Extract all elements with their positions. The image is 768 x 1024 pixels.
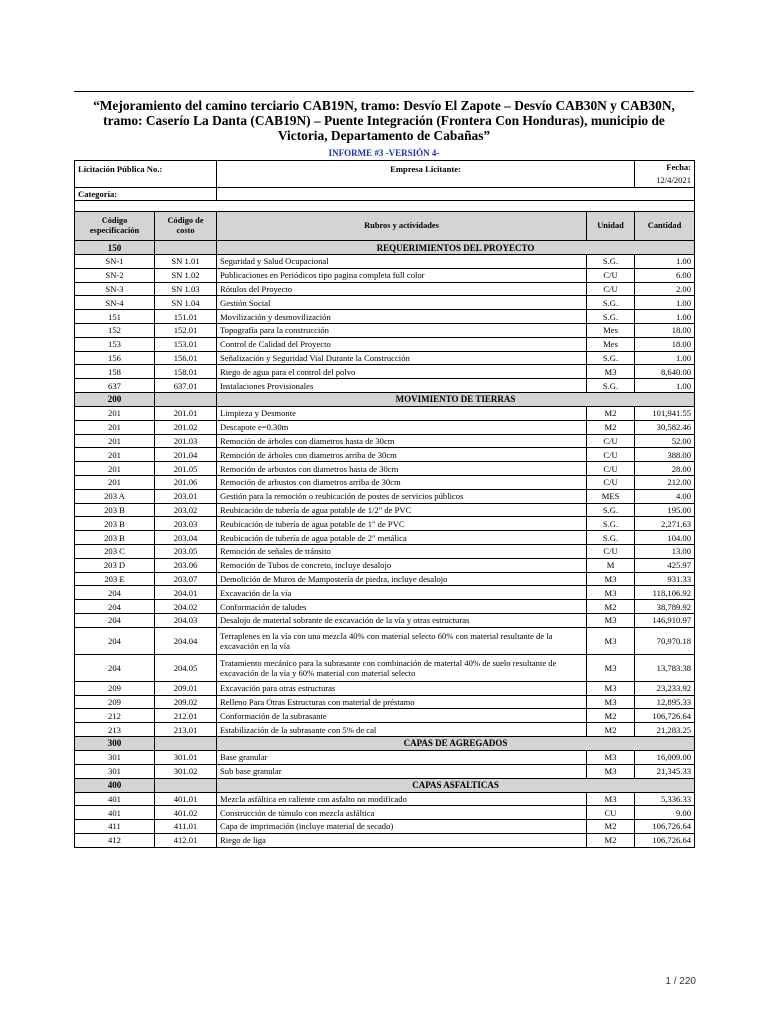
cost-code-cell: 301.02 (155, 764, 217, 778)
table-row (75, 531, 695, 545)
table-row (75, 709, 695, 723)
unit-cell: S.G. (587, 310, 635, 324)
table-row (75, 462, 695, 476)
cost-code-cell: 637.01 (155, 379, 217, 393)
unit-cell: M3 (587, 695, 635, 709)
description-cell: Excavación de la vía (217, 586, 587, 600)
table-row (75, 296, 695, 310)
page-indicator: 1 / 220 (665, 976, 696, 987)
quantity-cell: 1.00 (635, 379, 695, 393)
table-row (75, 379, 695, 393)
unit-cell: M2 (587, 833, 635, 847)
unit-cell: M2 (587, 406, 635, 420)
spec-code-cell: 203 C (75, 544, 155, 558)
empresa-label: Empresa Licitante: (217, 161, 635, 188)
quantity-cell: 2.00 (635, 282, 695, 296)
description-cell: Rótulos del Proyecto (217, 282, 587, 296)
quantity-cell: 13.00 (635, 544, 695, 558)
section-header (75, 736, 695, 750)
table-row (75, 820, 695, 834)
spec-code-cell: 212 (75, 709, 155, 723)
categoria-label: Categoría: (75, 188, 217, 201)
spec-code-cell: 411 (75, 820, 155, 834)
spec-code-cell: 203 B (75, 531, 155, 545)
quantity-cell: 931.33 (635, 572, 695, 586)
quantity-cell: 388.00 (635, 448, 695, 462)
spec-code-cell: 209 (75, 695, 155, 709)
table-row (75, 365, 695, 379)
col-header-unidad: Unidad (587, 212, 635, 241)
quantity-cell: 146,910.97 (635, 613, 695, 627)
unit-cell: C/U (587, 475, 635, 489)
unit-cell: S.G. (587, 517, 635, 531)
description-cell: Gestión Social (217, 296, 587, 310)
cost-code-cell: 201.05 (155, 462, 217, 476)
spec-code-cell: 301 (75, 750, 155, 764)
cost-code-cell: 204.03 (155, 613, 217, 627)
quantity-cell: 425.97 (635, 558, 695, 572)
spec-code-cell: 201 (75, 448, 155, 462)
quantity-cell: 18.00 (635, 337, 695, 351)
table-row (75, 558, 695, 572)
quantity-cell: 18.00 (635, 323, 695, 337)
spec-code-cell: SN-3 (75, 282, 155, 296)
cost-code-cell: 204.05 (155, 654, 217, 681)
unit-cell: M2 (587, 420, 635, 434)
description-cell: Movilización y desmovilización (217, 310, 587, 324)
section-spacer (155, 241, 217, 255)
spec-code-cell: 203 A (75, 489, 155, 503)
quantity-cell: 1.00 (635, 310, 695, 324)
description-cell: Riego de liga (217, 833, 587, 847)
unit-cell: C/U (587, 434, 635, 448)
quantity-cell: 104.00 (635, 531, 695, 545)
cost-code-cell: 203.03 (155, 517, 217, 531)
table-row (75, 282, 695, 296)
cost-code-cell: 401.02 (155, 806, 217, 820)
description-cell: Reubicación de tubería de agua potable de 1/2" de PVC (217, 503, 587, 517)
table-row (75, 351, 695, 365)
spec-code-cell: 201 (75, 462, 155, 476)
quantity-cell: 38,789.92 (635, 600, 695, 614)
cost-code-cell: 411.01 (155, 820, 217, 834)
quantity-cell: 23,233.92 (635, 681, 695, 695)
spec-code-cell: 158 (75, 365, 155, 379)
description-cell: Reubicación de tubería de agua potable de 2" metálica (217, 531, 587, 545)
spec-code-cell: SN-4 (75, 296, 155, 310)
cost-code-cell: SN 1.01 (155, 255, 217, 269)
section-code: 200 (75, 392, 155, 406)
spec-code-cell: 151 (75, 310, 155, 324)
description-cell: Remoción de arbustos con diametros hasta de 30cm (217, 462, 587, 476)
description-cell: Excavación para otras estructuras (217, 681, 587, 695)
section-name: CAPAS ASFALTICAS (217, 778, 695, 792)
unit-cell: S.G. (587, 531, 635, 545)
description-cell: Relleno Para Otras Estructuras con material de préstamo (217, 695, 587, 709)
cost-code-cell: 412.01 (155, 833, 217, 847)
unit-cell: M3 (587, 627, 635, 654)
quantity-cell: 106,726.64 (635, 820, 695, 834)
spec-code-cell: 203 B (75, 503, 155, 517)
unit-cell: C/U (587, 544, 635, 558)
table-row (75, 544, 695, 558)
section-spacer (155, 778, 217, 792)
unit-cell: M3 (587, 654, 635, 681)
spec-code-cell: 213 (75, 723, 155, 737)
quantity-cell: 106,726.64 (635, 833, 695, 847)
description-cell: Control de Calidad del Proyecto (217, 337, 587, 351)
description-cell: Descapote e=0.30m (217, 420, 587, 434)
spec-code-cell: 201 (75, 420, 155, 434)
cost-code-cell: 301.01 (155, 750, 217, 764)
description-cell: Riego de agua para el control del polvo (217, 365, 587, 379)
cost-code-cell: 401.01 (155, 792, 217, 806)
description-cell: Señalización y Seguridad Vial Durante la Construcción (217, 351, 587, 365)
quantity-cell: 5,336.33 (635, 792, 695, 806)
table-row (75, 723, 695, 737)
unit-cell: C/U (587, 268, 635, 282)
document-page (74, 91, 694, 848)
description-cell: Conformación de la subrasante (217, 709, 587, 723)
section-name: MOVIMIENTO DE TIERRAS (217, 392, 695, 406)
table-row (75, 654, 695, 681)
section-name: CAPAS DE AGREGADOS (217, 736, 695, 750)
spec-code-cell: 401 (75, 792, 155, 806)
unit-cell: M3 (587, 613, 635, 627)
table-row (75, 255, 695, 269)
cost-code-cell: 201.04 (155, 448, 217, 462)
unit-cell: C/U (587, 282, 635, 296)
spec-code-cell: 156 (75, 351, 155, 365)
description-cell: Topografía para la construcción (217, 323, 587, 337)
table-row (75, 613, 695, 627)
table-row (75, 323, 695, 337)
cost-code-cell: 153.01 (155, 337, 217, 351)
cost-code-cell: SN 1.04 (155, 296, 217, 310)
spec-code-cell: 203 B (75, 517, 155, 531)
description-cell: Remoción de señales de tránsito (217, 544, 587, 558)
quantity-cell: 12,895.33 (635, 695, 695, 709)
spec-code-cell: 209 (75, 681, 155, 695)
description-cell: Sub base granular (217, 764, 587, 778)
table-row (75, 627, 695, 654)
licitacion-label: Licitación Pública No.: (75, 161, 217, 188)
quantity-cell: 30,582.46 (635, 420, 695, 434)
spec-code-cell: 204 (75, 613, 155, 627)
unit-cell: M3 (587, 750, 635, 764)
spec-code-cell: 153 (75, 337, 155, 351)
unit-cell: MES (587, 489, 635, 503)
description-cell: Desalojo de material sobrante de excavación de la vía y otras estructuras (217, 613, 587, 627)
quantity-cell: 28.00 (635, 462, 695, 476)
description-cell: Tratamiento mecánico para la subrasante con combinación de material 40% de suelo resultante de excavación de la vía y 60% material con material selecto (217, 654, 587, 681)
spec-code-cell: 204 (75, 586, 155, 600)
unit-cell: M2 (587, 600, 635, 614)
unit-cell: S.G. (587, 255, 635, 269)
spec-code-cell: 203 D (75, 558, 155, 572)
document-title: “Mejoramiento del camino terciario CAB19N, tramo: Desvío El Zapote – Desvío CAB30N y CAB30N, tramo: Caserío La Danta (CAB19N) – Puente Integración (Frontera Con Honduras), municipio de Victoria, Departamento de Cabañas” (74, 91, 694, 140)
unit-cell: C/U (587, 462, 635, 476)
cost-code-cell: 212.01 (155, 709, 217, 723)
section-header (75, 392, 695, 406)
description-cell: Remoción de árboles con diametros hasta de 30cm (217, 434, 587, 448)
table-row (75, 750, 695, 764)
quantity-cell: 13,783.38 (635, 654, 695, 681)
quantity-cell: 195.00 (635, 503, 695, 517)
quantity-cell: 4.00 (635, 489, 695, 503)
description-cell: Construcción de túmulo con mezcla asfáltica (217, 806, 587, 820)
cost-code-cell: 204.02 (155, 600, 217, 614)
cost-code-cell: 152.01 (155, 323, 217, 337)
fecha-label: Fecha: (666, 162, 692, 172)
table-row (75, 268, 695, 282)
quantity-cell: 118,106.92 (635, 586, 695, 600)
spec-code-cell: 201 (75, 406, 155, 420)
cost-code-cell: 209.02 (155, 695, 217, 709)
table-row (75, 517, 695, 531)
unit-cell: M2 (587, 820, 635, 834)
spec-code-cell: 401 (75, 806, 155, 820)
cost-code-cell: 209.01 (155, 681, 217, 695)
cost-code-cell: 203.05 (155, 544, 217, 558)
quantity-cell: 9.00 (635, 806, 695, 820)
section-code: 150 (75, 241, 155, 255)
quantity-cell: 101,941.55 (635, 406, 695, 420)
spec-code-cell: SN-2 (75, 268, 155, 282)
quantity-cell: 16,009.00 (635, 750, 695, 764)
col-header-cantidad: Cantidad (635, 212, 695, 241)
cost-code-cell: 204.04 (155, 627, 217, 654)
spec-code-cell: SN-1 (75, 255, 155, 269)
spec-code-cell: 412 (75, 833, 155, 847)
table-row (75, 489, 695, 503)
cost-code-cell: 203.02 (155, 503, 217, 517)
description-cell: Limpieza y Desmonte (217, 406, 587, 420)
section-name: REQUERIMIENTOS DEL PROYECTO (217, 241, 695, 255)
description-cell: Conformación de taludes (217, 600, 587, 614)
cost-code-cell: 151.01 (155, 310, 217, 324)
quantity-cell: 52.00 (635, 434, 695, 448)
spec-code-cell: 204 (75, 627, 155, 654)
spec-code-cell: 152 (75, 323, 155, 337)
unit-cell: CU (587, 806, 635, 820)
table-row (75, 833, 695, 847)
quantity-cell: 8,640.00 (635, 365, 695, 379)
spacer-row (75, 201, 695, 212)
unit-cell: Mes (587, 337, 635, 351)
description-cell: Terraplenes en la vía con una mezcla 40% con material selecto 60% con material resultante de la excavación en la vía (217, 627, 587, 654)
section-code: 300 (75, 736, 155, 750)
quantity-cell: 212.00 (635, 475, 695, 489)
description-cell: Demolición de Muros de Mampostería de piedra, incluye desalojo (217, 572, 587, 586)
unit-cell: S.G. (587, 351, 635, 365)
unit-cell: M3 (587, 681, 635, 695)
unit-cell: S.G. (587, 296, 635, 310)
description-cell: Capa de imprimación (incluye material de secado) (217, 820, 587, 834)
cost-code-cell: 213.01 (155, 723, 217, 737)
spec-code-cell: 204 (75, 600, 155, 614)
table-row (75, 448, 695, 462)
quantity-cell: 106,726.64 (635, 709, 695, 723)
unit-cell: S.G. (587, 379, 635, 393)
unit-cell: M (587, 558, 635, 572)
section-header (75, 778, 695, 792)
table-row (75, 792, 695, 806)
cost-code-cell: 203.04 (155, 531, 217, 545)
quantity-cell: 21,283.25 (635, 723, 695, 737)
table-row (75, 475, 695, 489)
col-header-rubros: Rubros y actividades (217, 212, 587, 241)
description-cell: Remoción de Tubos de concreto, incluye desalojo (217, 558, 587, 572)
description-cell: Publicaciones en Periódicos tipo pagina completa full color (217, 268, 587, 282)
table-row (75, 503, 695, 517)
unit-cell: M2 (587, 723, 635, 737)
quantity-cell: 1.00 (635, 351, 695, 365)
spec-code-cell: 201 (75, 475, 155, 489)
description-cell: Base granular (217, 750, 587, 764)
cost-code-cell: SN 1.02 (155, 268, 217, 282)
col-header-codigo-costo: Código de costo (155, 212, 217, 241)
table-row (75, 600, 695, 614)
unit-cell: M3 (587, 764, 635, 778)
report-version: INFORME #3 -VERSIÓN 4- (328, 148, 440, 158)
table-row (75, 420, 695, 434)
unit-cell: Mes (587, 323, 635, 337)
table-row (75, 572, 695, 586)
cost-code-cell: SN 1.03 (155, 282, 217, 296)
table-row (75, 434, 695, 448)
quantity-cell: 2,271.63 (635, 517, 695, 531)
table-row (75, 310, 695, 324)
quantity-cell: 1.00 (635, 255, 695, 269)
unit-cell: S.G. (587, 503, 635, 517)
cost-code-cell: 203.01 (155, 489, 217, 503)
spec-code-cell: 203 E (75, 572, 155, 586)
section-spacer (155, 392, 217, 406)
description-cell: Remoción de arbustos con diametros arriba de 30cm (217, 475, 587, 489)
cost-code-cell: 201.02 (155, 420, 217, 434)
quantity-cell: 70,970.18 (635, 627, 695, 654)
description-cell: Estabilización de la subrasante con 5% de cal (217, 723, 587, 737)
table-row (75, 406, 695, 420)
fecha-value: 12/4/2021 (656, 175, 692, 185)
spec-code-cell: 301 (75, 764, 155, 778)
description-cell: Mezcla asfáltica en caliente con asfalto no modificado (217, 792, 587, 806)
spec-code-cell: 201 (75, 434, 155, 448)
table-row (75, 806, 695, 820)
activities-table (74, 160, 695, 848)
cost-code-cell: 201.06 (155, 475, 217, 489)
quantity-cell: 1.00 (635, 296, 695, 310)
table-row (75, 764, 695, 778)
unit-cell: M3 (587, 572, 635, 586)
unit-cell: C/U (587, 448, 635, 462)
table-row (75, 337, 695, 351)
cost-code-cell: 201.03 (155, 434, 217, 448)
table-row (75, 695, 695, 709)
spec-code-cell: 637 (75, 379, 155, 393)
fecha-cell (635, 161, 695, 188)
table-row (75, 586, 695, 600)
cost-code-cell: 203.07 (155, 572, 217, 586)
unit-cell: M3 (587, 365, 635, 379)
unit-cell: M2 (587, 709, 635, 723)
cost-code-cell: 156.01 (155, 351, 217, 365)
quantity-cell: 21,345.33 (635, 764, 695, 778)
spec-code-cell: 204 (75, 654, 155, 681)
section-spacer (155, 736, 217, 750)
unit-cell: M3 (587, 586, 635, 600)
unit-cell: M3 (587, 792, 635, 806)
section-header (75, 241, 695, 255)
section-code: 400 (75, 778, 155, 792)
cost-code-cell: 204.01 (155, 586, 217, 600)
cost-code-cell: 158.01 (155, 365, 217, 379)
cost-code-cell: 203.06 (155, 558, 217, 572)
col-header-codigo-especificacion: Código especificación (75, 212, 155, 241)
description-cell: Gestión para la remoción o reubicación de postes de servicios públicos (217, 489, 587, 503)
table-row (75, 681, 695, 695)
description-cell: Remoción de árboles con diametros arriba de 30cm (217, 448, 587, 462)
quantity-cell: 6.00 (635, 268, 695, 282)
description-cell: Reubicación de tubería de agua potable de 1" de PVC (217, 517, 587, 531)
description-cell: Instalaciones Provisionales (217, 379, 587, 393)
categoria-value (217, 188, 695, 201)
description-cell: Seguridad y Salud Ocupacional (217, 255, 587, 269)
cost-code-cell: 201.01 (155, 406, 217, 420)
